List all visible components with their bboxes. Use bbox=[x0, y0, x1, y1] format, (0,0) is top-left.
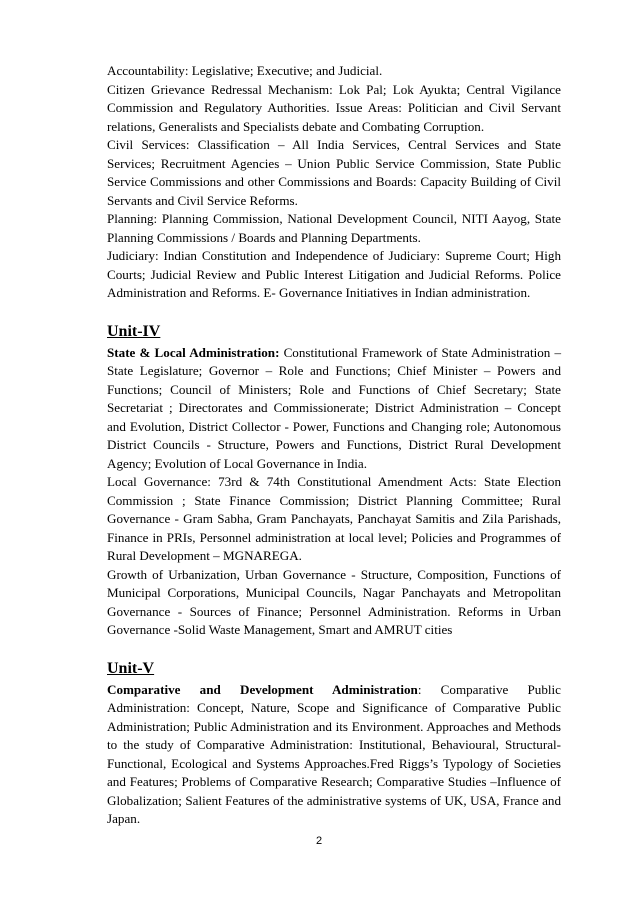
paragraph-urbanization: Growth of Urbanization, Urban Governance - Structure, Composition, Functions of Municipal Corporations, Municipal Councils, Nagar Panchayats and Metropolitan Governance - Sources of Finance; Personnel Administration. Reforms in Urban Governance -Solid Waste Management, Smart and AMRUT cities bbox=[107, 566, 561, 637]
paragraph-civil-services: Civil Services: Classification – All India Services, Central Services and State Services; Recruitment Agencies – Union Public Service Commission, State Public Service Commissions and other Commissions and Boards: Capacity Building of Civil Servants and Civil Service Reforms. bbox=[107, 137, 561, 208]
paragraph-judiciary: Judiciary: Indian Constitution and Independence of Judiciary: Supreme Court; High Courts; Judicial Review and Public Interest Litigation and Judicial Reforms. Police Administration and Reforms. E- Governance Initiatives in Indian administration. bbox=[107, 248, 561, 300]
paragraph-planning: Planning: Planning Commission, National Development Council, NITI Aayog, State Planning Commissions / Boards and Planning Departments. bbox=[107, 211, 561, 245]
comparative-development-lead: Comparative and Development Administration bbox=[107, 681, 418, 697]
unit-v-heading: Unit-V bbox=[107, 659, 155, 677]
comparative-development-text: : Comparative Public Administration: Concept, Nature, Scope and Significance of Comparative Public Administration; Public Administration and its Environment. Approaches and Methods to the study of Comparative Administration: Institutional, Behavioural, Structural-Functional, Ecological and Systems Approaches.Fred Riggs’s Typology of Societies and Features; Problems of Comparative Research; Comparative Studies –Influence of Globalization; Salient Features of the administrative systems of UK, USA, France and Japan. bbox=[107, 681, 561, 826]
paragraph-state-local-administration bbox=[107, 344, 561, 474]
page-content bbox=[107, 62, 561, 829]
state-local-administration-lead: State & Local Administration: bbox=[107, 344, 280, 360]
unit-iv-heading: Unit-IV bbox=[107, 322, 161, 340]
paragraph-comparative-development-administration bbox=[107, 681, 561, 829]
paragraph-citizen-grievance: Citizen Grievance Redressal Mechanism: Lok Pal; Lok Ayukta; Central Vigilance Commission and Regulatory Authorities. Issue Areas: Politician and Civil Servant relations, Generalists and Specialists debate and Combating Corruption. bbox=[107, 81, 561, 134]
page-number: 2 bbox=[315, 835, 323, 847]
paragraph-local-governance: Local Governance: 73rd & 74th Constitutional Amendment Acts: State Election Commission ; State Finance Commission; District Planning Committee; Rural Governance - Gram Sabha, Gram Panchayats, Panchayat Samitis and Zila Parishads, Finance in PRIs, Personnel administration at local level; Policies and Programmes of Rural Development – MGNAREGA. bbox=[107, 474, 561, 563]
state-local-administration-text: Constitutional Framework of State Administration – State Legislature; Governor – Role and Functions; Chief Minister – Powers and Functions; Council of Ministers; Role and Functions of Chief Secretary; State Secretariat ; Directorates and Commissionerate; District Administration – Concept and Evolution, District Collector - Power, Functions and Changing role; Autonomous District Councils - Structure, Powers and Functions, District Rural Development Agency; Evolution of Local Governance in India. bbox=[107, 344, 561, 471]
paragraph-accountability: Accountability: Legislative; Executive; and Judicial. bbox=[107, 63, 383, 78]
